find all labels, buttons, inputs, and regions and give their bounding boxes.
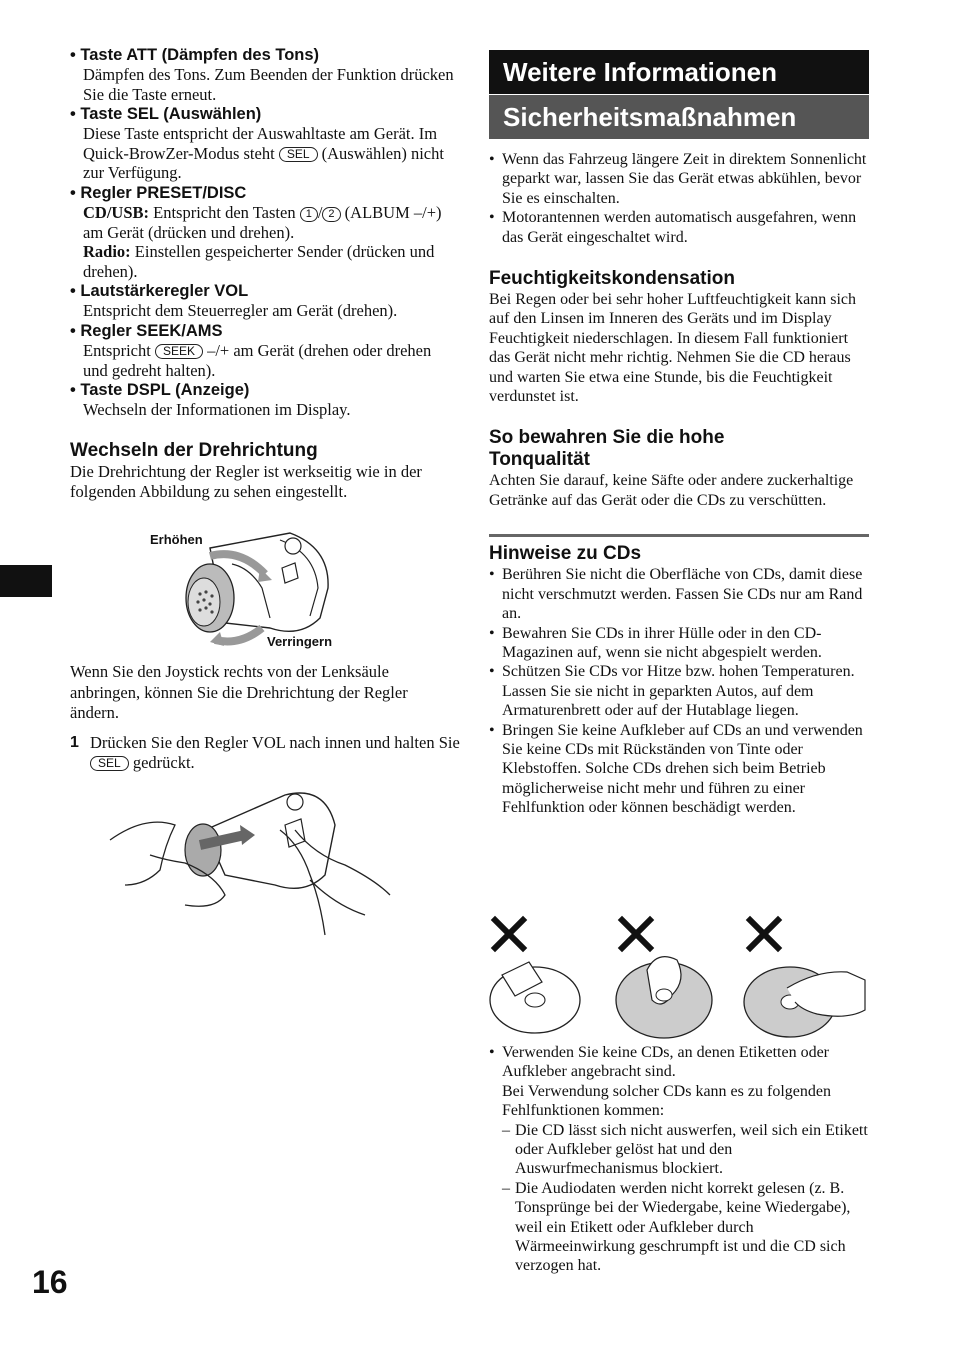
label-more-text: Bei Verwendung solcher CDs kann es zu folgenden Fehlfunktionen kommen: <box>502 1082 831 1120</box>
label-bullet-text: • Verwenden Sie keine CDs, an denen Etiketten oder Aufkleber angebracht sind. <box>502 1044 830 1081</box>
item-text: Wechseln der Informationen im Display. <box>83 400 351 420</box>
item-text-part: Diese Taste entspricht der Auswahltaste am Gerät. Im Quick-BrowZer-Modus steht <box>83 124 438 163</box>
item-heading: • Taste SEL (Auswählen) <box>70 104 460 124</box>
list-item: • Schützen Sie CDs vor Hitze bzw. hohen Temperaturen. Lassen Sie sie nicht in geparkten Autos, auf dem Armaturenbrett oder auf der Hutablage liegen. <box>489 662 869 720</box>
label-warning <box>489 1043 869 1276</box>
list-item: • Motorantennen werden automatisch ausgefahren, wenn das Gerät eingeschaltet wird. <box>489 208 869 247</box>
left-column <box>70 45 460 502</box>
item-text-part: –/+ am Gerät (drehen oder drehen und gedreht halten). <box>83 340 432 380</box>
step-1 <box>70 733 460 773</box>
quality-heading <box>489 427 869 471</box>
subsection-banner: Sicherheitsmaßnahmen <box>489 95 869 139</box>
rotation-heading: Wechseln der Drehrichtung <box>70 439 318 461</box>
list-item <box>70 104 460 183</box>
list-item <box>70 380 460 420</box>
item-text <box>83 203 460 242</box>
condensation-text: Bei Regen oder bei sehr hoher Luftfeuchtigkeit kann sich auf den Linsen im Inneren des Geräts und im Display Feuchtigkeit niederschlagen. In diesem Fall funktioniert das Gerät nicht mehr richtig. Nehmen Sie die CD heraus und warten Sie etwa eine Stunde, bis die Feuchtigkeit verdunstet ist. <box>489 291 856 406</box>
list-item: – Die CD lässt sich nicht auswerfen, weil sich ein Etikett oder Aufkleber gelöst hat und den Auswurfmechanismus blockiert. <box>502 1121 869 1179</box>
item-text-part: Einstellen gespeicherter Sender (drücken und drehen). <box>83 242 435 281</box>
section-banner: Weitere Informationen <box>489 50 869 94</box>
cd-usb-label: CD/USB: <box>83 202 150 222</box>
label-list <box>489 1043 869 1276</box>
item-text <box>83 242 460 281</box>
list-item: • Bringen Sie keine Aufkleber auf CDs an und verwenden Sie keine CDs mit Rückständen von Tinte oder Klebstoffen. Solche CDs drehen sich beim Betrieb möglicherweise nicht mehr und führen zu einer Fehlfunktion oder können beschädigt werden. <box>489 721 869 818</box>
item-text: Dämpfen des Tons. Zum Beenden der Funktion drücken Sie die Taste erneut. <box>83 65 454 104</box>
list-item <box>70 281 460 321</box>
seek-key-label: SEEK <box>155 344 203 359</box>
list-item: • Bewahren Sie CDs in ihrer Hülle oder in den CD-Magazinen auf, wenn sie nicht abgespielt werden. <box>489 624 869 663</box>
rotation-text: Die Drehrichtung der Regler ist werkseitig wie in der folgenden Abbildung zu sehen eingestellt. <box>70 461 422 501</box>
list-item <box>70 183 460 281</box>
section-tab-marker <box>0 565 52 597</box>
knob-rotation-illustration <box>170 528 340 648</box>
item-text-part: (Auswählen) nicht zur Verfügung. <box>83 143 444 183</box>
step-text-part: Drücken Sie den Regler VOL nach innen und halten Sie <box>90 733 460 752</box>
item-text-part: Entspricht <box>83 340 151 360</box>
figure-label-down: Verringern <box>267 634 333 649</box>
item-heading: • Regler SEEK/AMS <box>70 321 460 341</box>
hand-pressing-knob-illustration <box>105 785 405 945</box>
item-text-part: Entspricht den Tasten <box>153 202 296 222</box>
page-number: 16 <box>32 1264 68 1300</box>
item-text: Entspricht dem Steuerregler am Gerät (drehen). <box>83 301 398 321</box>
list-item <box>70 321 460 380</box>
item-heading: • Taste DSPL (Anzeige) <box>70 380 460 400</box>
cross-icon <box>622 920 650 948</box>
step-number: 1 <box>70 734 79 751</box>
list-item: • Wenn das Fahrzeug längere Zeit in direktem Sonnenlicht geparkt war, lassen Sie das Gerät etwas abkühlen, bevor Sie es einschalten. <box>489 150 869 208</box>
key-2-label: 2 <box>322 207 340 222</box>
list-item <box>70 45 460 104</box>
safety-list <box>489 150 869 247</box>
item-heading: • Lautstärkeregler VOL <box>70 281 460 301</box>
list-item <box>489 1043 869 1276</box>
sel-key-label: SEL <box>90 756 129 771</box>
item-text <box>83 341 460 380</box>
cross-icon <box>495 920 523 948</box>
step-text <box>70 733 460 773</box>
malfunction-list <box>502 1121 869 1276</box>
quality-text: Achten Sie darauf, keine Säfte oder andere zuckerhaltige Getränke auf das Gerät oder die CDs zu verschütten. <box>489 472 854 509</box>
item-heading: • Regler PRESET/DISC <box>70 183 460 203</box>
slash: / <box>317 202 323 222</box>
cross-icon <box>750 920 778 948</box>
key-1-label: 1 <box>300 207 318 222</box>
radio-label: Radio: <box>83 242 131 262</box>
figure-label-up: Erhöhen <box>150 532 203 547</box>
step-text-part: gedrückt. <box>132 753 195 772</box>
divider <box>489 534 869 537</box>
quality-heading-line: So bewahren Sie die hohe <box>489 427 725 449</box>
item-text <box>83 124 460 183</box>
right-column <box>489 150 869 818</box>
joystick-text: Wenn Sie den Joystick rechts von der Lenksäule anbringen, können Sie die Drehrichtung der Regler ändern. <box>70 662 408 722</box>
item-heading: • Taste ATT (Dämpfen des Tons) <box>70 45 460 65</box>
item-text-part: (ALBUM –/+) am Gerät (drücken und drehen). <box>83 202 442 242</box>
list-item: • Berühren Sie nicht die Oberfläche von CDs, damit diese nicht verschmutzt werden. Fassen Sie CDs nur am Rand an. <box>489 565 869 623</box>
quality-heading-line: Tonqualität <box>489 449 590 471</box>
condensation-heading: Feuchtigkeitskondensation <box>489 268 735 290</box>
sel-key-label: SEL <box>279 147 318 162</box>
cds-list <box>489 565 869 817</box>
cd-donts-illustration <box>487 910 872 1040</box>
cds-heading: Hinweise zu CDs <box>489 543 642 565</box>
list-item: – Die Audiodaten werden nicht korrekt gelesen (z. B. Tonsprünge bei der Wiedergabe, keine Wiedergabe), weil ein Etikett oder Aufkleber durch Wärmeeinwirkung geschrumpft ist und die CD sich verzogen hat. <box>502 1179 869 1276</box>
